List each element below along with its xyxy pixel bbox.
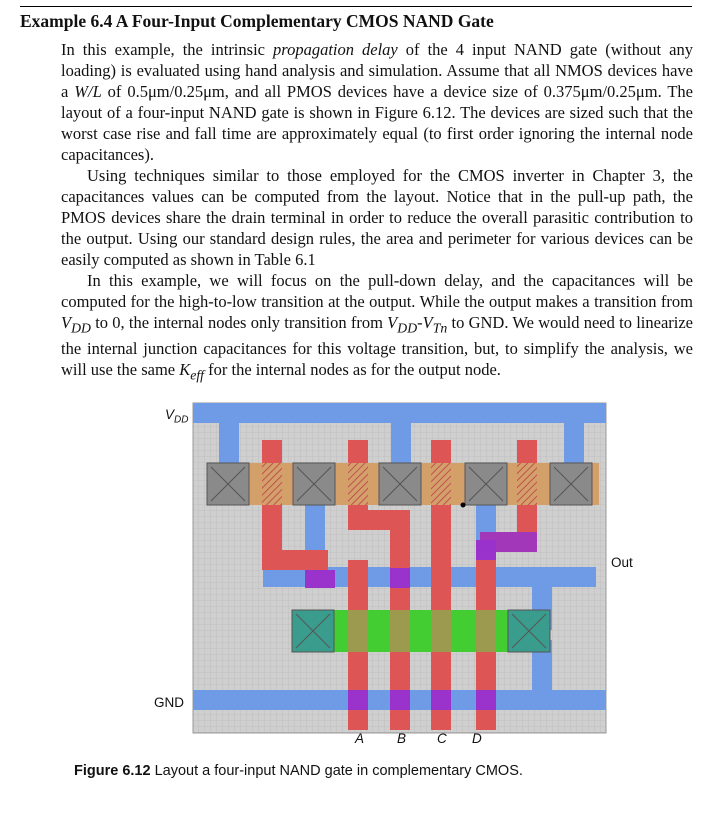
- para3-dash: -: [417, 313, 423, 332]
- example-heading: Example 6.4 A Four-Input Complementary CMOS NAND Gate: [20, 11, 494, 31]
- vdd-label: [165, 407, 188, 426]
- vdd-label-v: V: [165, 407, 175, 422]
- input-b-label: B: [397, 731, 407, 746]
- para3-k-sub: eff: [190, 367, 204, 383]
- output-node-dot: [461, 503, 466, 508]
- para3-part4: for the internal nodes as for the output node.: [204, 360, 501, 380]
- figure-caption: [74, 763, 523, 779]
- input-c-label: C: [437, 731, 447, 746]
- caption-number: Figure 6.12: [74, 763, 151, 779]
- para3-vdd-sub: DD: [71, 320, 91, 336]
- para1-part1: In this example, the intrinsic: [61, 40, 274, 59]
- vdd-label-sub: DD: [174, 414, 189, 426]
- caption-text: Layout a four-input NAND gate in complementary CMOS.: [150, 763, 523, 779]
- para3-part3: to GND. We would need to linearize the internal junction capacitances for this voltage transition, but, to simplify the analysis, we will use the same: [61, 313, 693, 380]
- paragraph-3: [61, 270, 693, 386]
- out-label: Out: [611, 555, 633, 570]
- nand-layout-figure: [0, 385, 710, 745]
- para3-vtn: V: [422, 313, 433, 332]
- top-rule: [20, 6, 692, 7]
- para3-vtn-sub: Tn: [432, 320, 448, 336]
- body-text: [61, 39, 693, 386]
- para3-vdd2: V: [387, 313, 398, 332]
- para3-part1: In this example, we will focus on the pull-down delay, and the capacitances will be computed for the high-to-low transition at the output. While the output makes a transition from: [61, 271, 693, 311]
- paragraph-2: Using techniques similar to those employed for the CMOS inverter in Chapter 3, the capacitances values can be computed from the layout. Notice that in the pull-up path, the PMOS devices share the drain terminal in order to reduce the overall parasitic contribution to the output. Using our standard design rules, the area and perimeter for various devices can be easily computed as shown in Table 6.1: [61, 166, 693, 269]
- gnd-label: GND: [154, 695, 184, 710]
- input-a-label: A: [355, 731, 365, 746]
- para3-vdd: V: [61, 313, 72, 332]
- para1-emph-wl: W/L: [74, 82, 102, 101]
- para3-part2: to 0, the internal nodes only transition from: [90, 313, 388, 332]
- para1-part3: of 0.5μm/0.25μm, and all PMOS devices have a device size of 0.375μm/0.25μm. The layout of a four-input NAND gate is shown in Figure 6.12. The devices are sized such that the worst case rise and fall time are approximately equal (to first order ignoring the internal node capacitances).: [61, 82, 693, 164]
- para3-vdd2-sub: DD: [397, 320, 418, 336]
- para3-k: K: [179, 360, 191, 380]
- input-d-label: D: [472, 731, 482, 746]
- para1-emph-propagation-delay: propagation delay: [273, 40, 398, 59]
- layout-drawing: [0, 385, 710, 745]
- para1-part2: of the 4 input NAND gate (without any loading) is evaluated using hand analysis and simulation. Assume that all NMOS devices have a: [61, 40, 693, 101]
- paragraph-1: [61, 39, 693, 165]
